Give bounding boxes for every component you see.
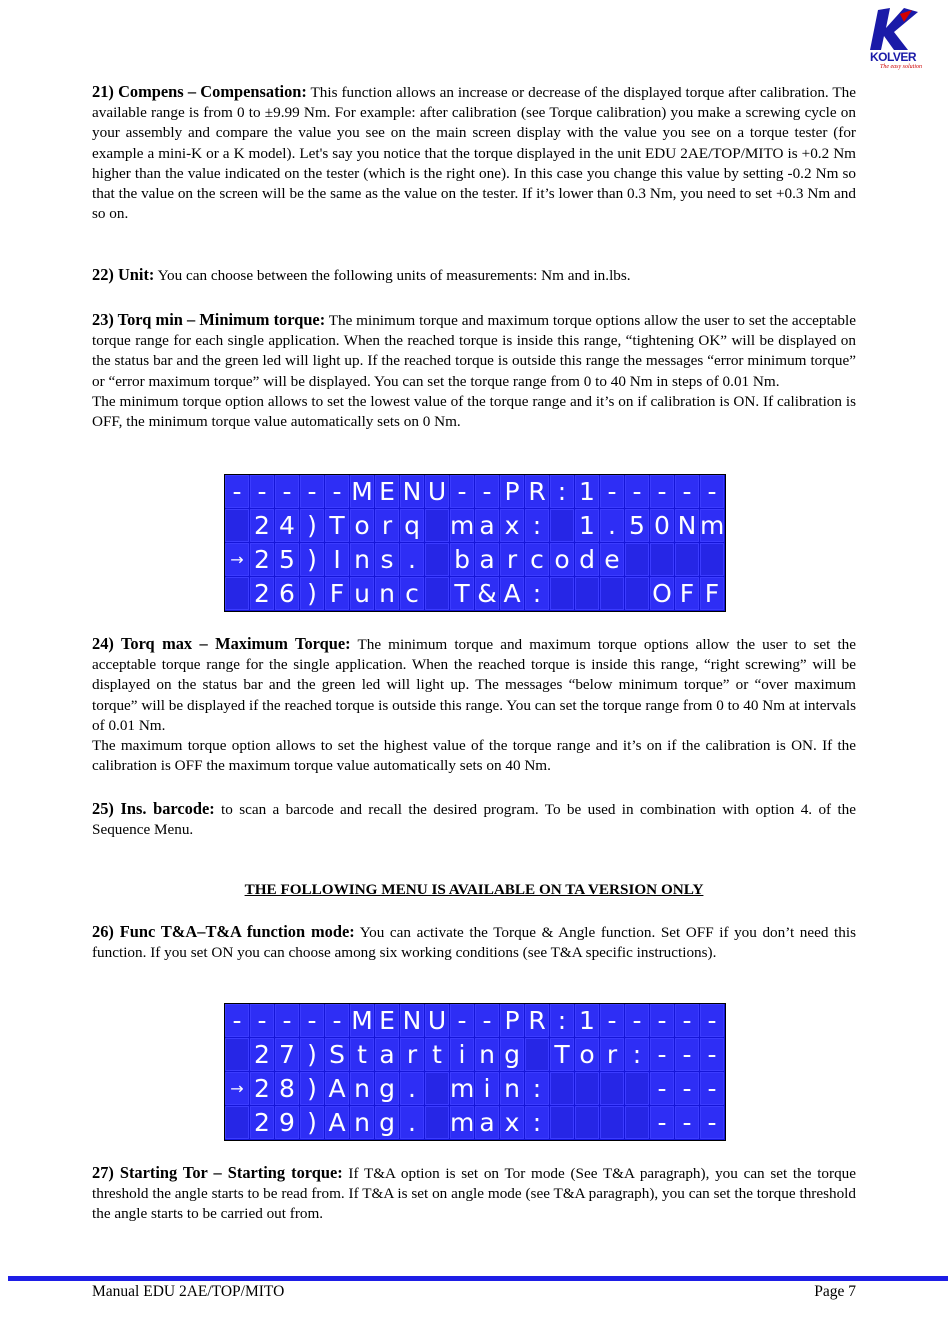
section-27-title: 27) Starting Tor – Starting torque: — [92, 1163, 343, 1182]
lcd-char-cell — [650, 543, 674, 576]
lcd-char-cell: n — [350, 1106, 374, 1139]
lcd-char-cell: - — [650, 1038, 674, 1071]
lcd-char-cell: 0 — [650, 509, 674, 542]
lcd-char-cell: r — [400, 1038, 424, 1071]
footer-page-number: Page 7 — [814, 1283, 856, 1300]
kolver-logo — [864, 6, 922, 76]
lcd-char-cell: n — [350, 1072, 374, 1105]
lcd-line — [225, 577, 725, 611]
lcd-char-cell: F — [700, 577, 724, 610]
lcd-char-cell: m — [450, 1108, 475, 1137]
lcd-char-cell: - — [300, 475, 324, 508]
lcd-char-cell: 1 — [575, 509, 599, 542]
section-22 — [92, 265, 856, 286]
lcd-char-cell: g — [500, 1038, 524, 1071]
lcd-char-cell: r — [375, 509, 399, 542]
lcd-char-cell: M — [351, 477, 373, 506]
lcd-char-cell: U — [425, 475, 449, 508]
lcd-char-cell — [425, 509, 449, 542]
lcd-char-cell: - — [250, 1004, 274, 1037]
lcd-char-cell: 7 — [275, 1038, 299, 1071]
lcd-char-cell: 2 — [250, 1106, 274, 1139]
lcd-char-cell: - — [450, 1004, 474, 1037]
lcd-char-cell: e — [600, 543, 624, 576]
lcd-char-cell: ) — [300, 577, 324, 610]
lcd-char-cell: 6 — [275, 577, 299, 610]
lcd-char-cell: - — [325, 1004, 349, 1037]
section-26-text: You can activate the Torque & Angle function. Set OFF if you don’t need this function. If you set ON you can choose among six working conditions (see T&A specific instructions). — [92, 924, 856, 962]
lcd-char-cell: - — [475, 1004, 499, 1037]
lcd-char-cell — [575, 577, 599, 610]
lcd-char-cell: : — [525, 1072, 549, 1105]
lcd-char-cell: o — [575, 1038, 599, 1071]
lcd-char-cell: ) — [300, 509, 324, 542]
lcd-char-cell — [425, 543, 449, 576]
section-23-text: The minimum torque and maximum torque options allow the user to set the acceptable torque range for each single application. When the reached torque is inside this range, “tightening OK” will be displayed on the status bar and the green led will light up. If the reached torque is outside this range the messages “error minimum torque” or “error maximum torque” will be displayed. You can set the torque range from 0 to 40 Nm in steps of 0.01 Nm. — [92, 312, 856, 390]
section-25-title: 25) Ins. barcode: — [92, 799, 215, 818]
lcd-char-cell: 2 — [250, 1072, 274, 1105]
lcd-char-cell: x — [500, 509, 524, 542]
lcd-char-cell: - — [700, 1106, 724, 1139]
lcd-char-cell: . — [400, 1106, 424, 1139]
section-25-text: to scan a barcode and recall the desired program. To be used in combination with option 4. of the Sequence Menu. — [92, 801, 856, 839]
lcd-char-cell: . — [400, 543, 424, 576]
lcd-char-cell: - — [275, 1004, 299, 1037]
lcd-char-cell — [550, 1072, 574, 1105]
lcd-char-cell: m — [450, 511, 475, 540]
lcd-char-cell: n — [375, 577, 399, 610]
logo-tagline: The easy solution — [880, 64, 922, 70]
lcd-char-cell: 8 — [275, 1072, 299, 1105]
lcd-line — [225, 543, 725, 577]
lcd-char-cell: & — [475, 577, 499, 610]
lcd-line — [225, 1106, 725, 1140]
section-24-text: The minimum torque and maximum torque options allow the user to set the acceptable torque range for the single application. When the reached torque is inside this range, “right screwing” will be displayed on the status bar and the green led will light up. The messages “below minimum torque” or “over maximum torque” will be displayed if the reached torque is outside this range. You can set the torque range from 0 to 40 Nm at intervals of 0.01 Nm. — [92, 636, 856, 734]
lcd-char-cell: g — [375, 1106, 399, 1139]
lcd-char-cell: s — [375, 543, 399, 576]
lcd-char-cell: - — [700, 1004, 724, 1037]
lcd-char-cell: S — [325, 1038, 349, 1071]
lcd-char-cell: 2 — [250, 509, 274, 542]
lcd-char-cell — [700, 543, 724, 576]
lcd-char-cell — [600, 577, 624, 610]
lcd-char-cell: . — [600, 509, 624, 542]
lcd-char-cell: g — [375, 1072, 399, 1105]
lcd-char-cell: o — [550, 543, 574, 576]
lcd-char-cell: ) — [300, 1106, 324, 1139]
lcd-char-cell: n — [475, 1038, 499, 1071]
lcd-char-cell: x — [500, 1106, 524, 1139]
lcd-char-cell: A — [325, 1072, 349, 1105]
lcd-char-cell: a — [475, 509, 499, 542]
lcd-char-cell: o — [350, 509, 374, 542]
lcd-char-cell: : — [525, 509, 549, 542]
lcd-char-cell — [425, 577, 449, 610]
lcd-char-cell: . — [400, 1072, 424, 1105]
lcd-char-cell — [425, 1106, 449, 1139]
lcd-char-cell: r — [600, 1038, 624, 1071]
lcd-char-cell: a — [375, 1038, 399, 1071]
lcd-char-cell: 2 — [250, 543, 274, 576]
lcd-char-cell — [625, 1106, 649, 1139]
lcd-char-cell — [425, 1072, 449, 1105]
lcd-char-cell: P — [500, 1004, 524, 1037]
lcd-line — [225, 1072, 725, 1106]
lcd-char-cell: 4 — [275, 509, 299, 542]
lcd-char-cell: - — [675, 1106, 699, 1139]
lcd-line — [225, 1004, 725, 1038]
lcd-char-cell: 5 — [625, 509, 649, 542]
section-21-title: 21) Compens – Compensation: — [92, 82, 307, 101]
lcd-char-cell: m — [450, 1074, 475, 1103]
lcd-char-cell: - — [675, 1072, 699, 1105]
lcd-char-cell: 1 — [575, 1004, 599, 1037]
lcd-char-cell: ) — [300, 1072, 324, 1105]
lcd-line — [225, 509, 725, 543]
lcd-char-cell: - — [600, 1004, 624, 1037]
lcd-char-cell: - — [650, 1072, 674, 1105]
footer-manual-title: Manual EDU 2AE/TOP/MITO — [92, 1283, 285, 1300]
lcd-char-cell: : — [525, 577, 549, 610]
lcd-char-cell — [675, 543, 699, 576]
lcd-char-cell: - — [675, 1038, 699, 1071]
section-23-title: 23) Torq min – Minimum torque: — [92, 310, 326, 329]
lcd-char-cell: i — [475, 1072, 499, 1105]
lcd-char-cell: R — [525, 475, 549, 508]
lcd-char-cell: n — [500, 1072, 524, 1105]
lcd-char-cell — [550, 1106, 574, 1139]
lcd-char-cell: P — [500, 475, 524, 508]
lcd-char-cell: N — [675, 509, 699, 542]
lcd-char-cell: a — [475, 543, 499, 576]
lcd-char-cell: n — [350, 543, 374, 576]
lcd-char-cell: - — [450, 475, 474, 508]
lcd-char-cell: - — [650, 1106, 674, 1139]
section-21 — [92, 82, 856, 224]
lcd-char-cell: - — [250, 475, 274, 508]
ta-version-notice: THE FOLLOWING MENU IS AVAILABLE ON TA VERSION ONLY — [244, 881, 704, 898]
lcd-char-cell: - — [650, 475, 674, 508]
lcd-char-cell: 2 — [250, 1038, 274, 1071]
lcd-char-cell: - — [300, 1004, 324, 1037]
lcd-char-cell — [225, 1106, 249, 1139]
lcd-char-cell: M — [351, 1006, 373, 1035]
lcd-char-cell: - — [625, 475, 649, 508]
lcd-char-cell: u — [350, 577, 374, 610]
lcd-char-cell — [575, 1072, 599, 1105]
lcd-char-cell — [575, 1106, 599, 1139]
lcd-char-cell: E — [375, 1004, 399, 1037]
lcd-char-cell: - — [625, 1004, 649, 1037]
section-23-text2: The minimum torque option allows to set the lowest value of the torque range and it’s on if calibration is ON. If calibration is OFF, the minimum torque value automatically sets on 0 Nm. — [92, 392, 856, 431]
section-23 — [92, 310, 856, 432]
lcd-line — [225, 1038, 725, 1072]
lcd-char-cell: d — [575, 543, 599, 576]
lcd-char-cell: ) — [300, 543, 324, 576]
lcd-char-cell: a — [475, 1106, 499, 1139]
lcd-char-cell: - — [225, 475, 249, 508]
lcd-char-cell — [625, 577, 649, 610]
lcd-char-cell: : — [550, 1004, 574, 1037]
section-26 — [92, 922, 856, 963]
lcd-char-cell: U — [425, 1004, 449, 1037]
lcd-char-cell — [600, 1072, 624, 1105]
lcd-char-cell: : — [550, 475, 574, 508]
lcd-char-cell: m — [700, 511, 725, 540]
lcd-char-cell: 1 — [575, 475, 599, 508]
footer-divider — [8, 1276, 948, 1281]
section-24 — [92, 634, 856, 776]
lcd-char-cell — [225, 1038, 249, 1071]
logo-brand: KOLVER — [869, 50, 917, 64]
lcd-char-cell: - — [700, 1038, 724, 1071]
lcd-char-cell: : — [525, 1106, 549, 1139]
lcd-char-cell: - — [700, 475, 724, 508]
section-26-title: 26) Func T&A–T&A function mode: — [92, 922, 355, 941]
section-22-text: You can choose between the following units of measurements: Nm and in.lbs. — [154, 267, 631, 284]
lcd-char-cell: c — [525, 543, 549, 576]
lcd-char-cell: F — [675, 577, 699, 610]
section-27 — [92, 1163, 856, 1225]
section-21-text: This function allows an increase or decrease of the displayed torque after calibration. The available range is from 0 to ±9.99 Nm. For example: after calibration (see Torque calibration) you make a screwing cycle on your assembly and compare the value you see on the main screen display with the value you see on a torque tester (for example a mini-K or a K model). Let's say you notice that the torque displayed in the unit EDU 2AE/TOP/MITO is +0.2 Nm higher than the value indicated on the tester (which is the right one). In this case you change this value by setting -0.2 Nm so that the value on the screen will be the same as the value on the tester. If it’s lower than 0.3 Nm, you need to set +0.3 Nm and so on. — [92, 84, 856, 223]
lcd-char-cell: A — [325, 1106, 349, 1139]
lcd-char-cell: - — [650, 1004, 674, 1037]
lcd-char-cell: - — [275, 475, 299, 508]
lcd-char-cell: 9 — [275, 1106, 299, 1139]
lcd-char-cell: i — [450, 1038, 474, 1071]
lcd-char-cell: c — [400, 577, 424, 610]
lcd-char-cell: E — [375, 475, 399, 508]
lcd-char-cell — [550, 509, 574, 542]
lcd-char-cell: I — [325, 543, 349, 576]
lcd-char-cell: - — [700, 1072, 724, 1105]
lcd-char-cell: t — [350, 1038, 374, 1071]
lcd-char-cell: 2 — [250, 577, 274, 610]
lcd-cursor-arrow-icon: → — [225, 1072, 249, 1105]
lcd-char-cell: T — [325, 509, 349, 542]
lcd-char-cell: t — [425, 1038, 449, 1071]
lcd-char-cell: - — [225, 1004, 249, 1037]
lcd-char-cell: T — [450, 577, 474, 610]
lcd-char-cell: T — [550, 1038, 574, 1071]
lcd-char-cell — [625, 1072, 649, 1105]
lcd-char-cell: : — [625, 1038, 649, 1071]
lcd-char-cell — [225, 577, 249, 610]
section-24-title: 24) Torq max – Maximum Torque: — [92, 634, 351, 653]
kolver-k-mark-icon — [864, 6, 922, 52]
lcd-char-cell — [625, 543, 649, 576]
lcd-char-cell: - — [600, 475, 624, 508]
lcd-char-cell: b — [450, 543, 474, 576]
lcd-char-cell — [525, 1038, 549, 1071]
lcd-char-cell: 5 — [275, 543, 299, 576]
lcd-char-cell: ) — [300, 1038, 324, 1071]
lcd-display-1 — [224, 474, 726, 612]
lcd-char-cell: R — [525, 1004, 549, 1037]
lcd-char-cell: - — [325, 475, 349, 508]
lcd-char-cell — [225, 509, 249, 542]
lcd-char-cell: N — [400, 1004, 424, 1037]
lcd-char-cell: - — [675, 475, 699, 508]
lcd-cursor-arrow-icon: → — [225, 543, 249, 576]
lcd-char-cell — [550, 577, 574, 610]
lcd-char-cell: A — [500, 577, 524, 610]
lcd-char-cell: N — [400, 475, 424, 508]
section-25 — [92, 799, 856, 840]
section-24-text2: The maximum torque option allows to set the highest value of the torque range and it’s on if the calibration is ON. If the calibration is OFF the maximum torque value automatically sets on 40 Nm. — [92, 737, 856, 775]
lcd-line — [225, 475, 725, 509]
lcd-char-cell: O — [650, 577, 674, 610]
lcd-char-cell: q — [400, 509, 424, 542]
lcd-char-cell: r — [500, 543, 524, 576]
lcd-char-cell: - — [475, 475, 499, 508]
section-22-title: 22) Unit: — [92, 265, 155, 284]
lcd-char-cell: F — [325, 577, 349, 610]
lcd-display-2 — [224, 1003, 726, 1141]
lcd-char-cell: - — [675, 1004, 699, 1037]
lcd-char-cell — [600, 1106, 624, 1139]
section-27-text: If T&A option is set on Tor mode (See T&A paragraph), you can set the torque threshold the angle starts to be read from. If T&A is set on angle mode (see T&A paragraph), you can set the torque threshold the angle starts to be carried out from. — [92, 1165, 856, 1223]
